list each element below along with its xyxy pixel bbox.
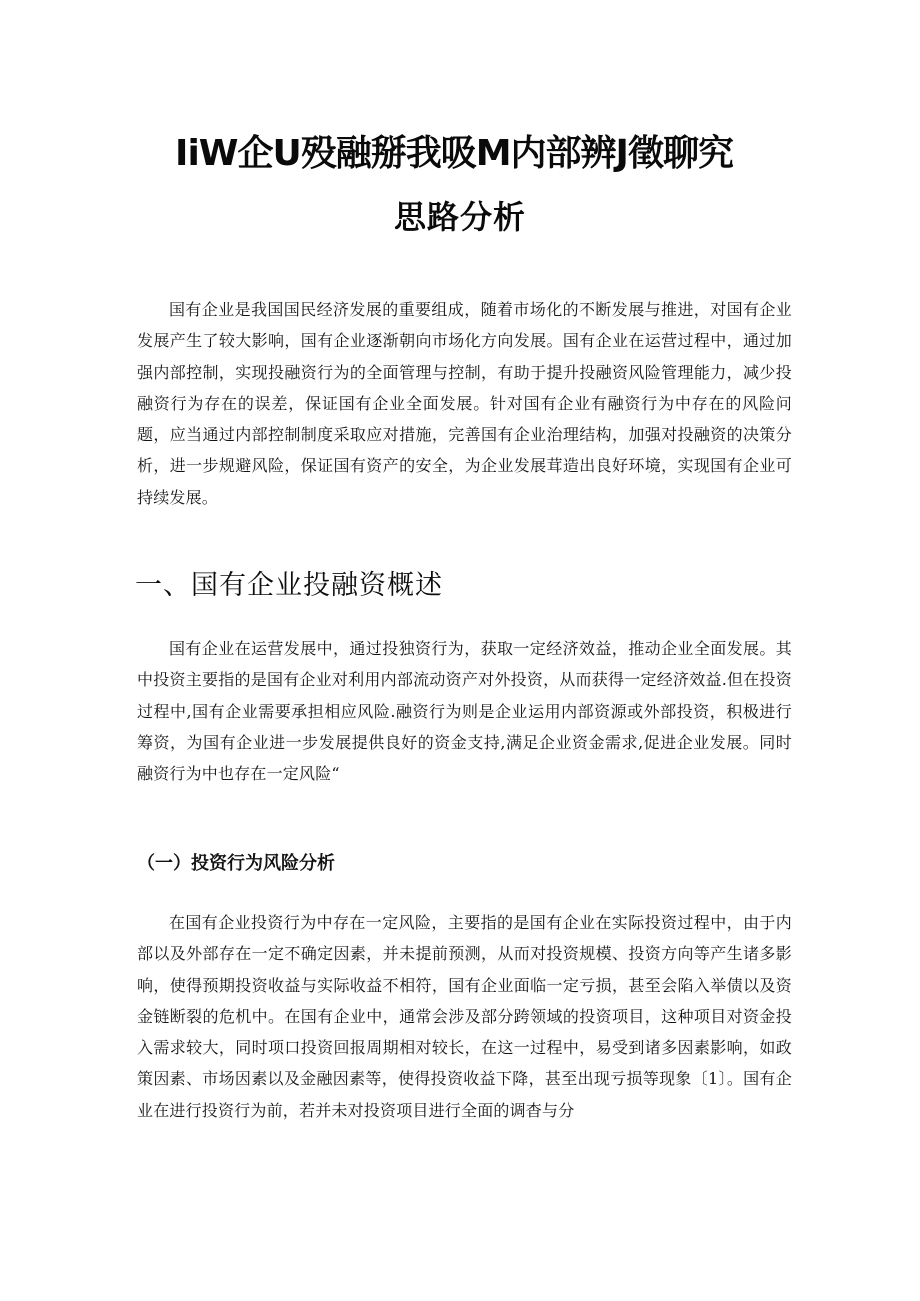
subsection-paragraph: 在国有企业投资行为中存在一定风险，主要指的是国有企业在实际投资过程中，由于内部以及外部存在一定不确定因素，并未提前预测，从而对投资规模、投资方向等产生诸多影响，使得预期投资收益与实际收益不相符，国有企业面临一定亏损，甚至会陷入举债以及资金链断裂的危机中。在国有企业中，通常会涉及部分跨领域的投资项目，这种项目对资金投入需求较大，同时项口投资回报周期相对较长，在这一过程中，易受到诸多因素影响，如政策因素、市场因素以及金融因素等，使得投资收益下降，甚至出现亏损等现象〔1〕。国有企业在进行投资行为前，若并未对投资项目进行全面的调杳与分 (137, 913, 792, 1120)
section-paragraph: 国有企业在运营发展中，通过投独资行为，获取一定经济效益，推动企业全面发展。其中投资主要指的是国有企业对利用内部流动资产对外投资，从而获得一定经济效益.但在投资过程中,国有企业需要承担相应风险.融资行为则是企业运用内部资源或外部投资，积极进行筹资，为国有企业进一步发展提供良好的资金支持,满足企业资金需求,促进企业发展。同时融资行为中也存在一定风险“ (137, 639, 792, 784)
subsection-heading: （一）投资行为风险分析 (137, 853, 335, 874)
document-title-line-2: 思路分析 (393, 198, 526, 236)
intro-paragraph: 国有企业是我国国民经济发展的重要组成，随着市场化的不断发展与推进，对国有企业发展产生了较大影响，国有企业逐渐朝向市场化方向发展。国有企业在运营过程中，通过加强内部控制，实现投融资行为的全面管理与控制，有助于提升投融资风险管理能力，减少投融资行为存在的误差，保证国有企业全面发展。针对国有企业有融资行为中存在的风险问题，应当通过内部控制制度采取应对措施，完善国有企业治理结构，加强对投融资的决策分析，进一步规避风险，保证国有资产的安全，为企业发展茸造出良好环境，实现国有企业可持续发展。 (137, 300, 792, 507)
document-title-line-1: IiW企U殁融掰我吸M内部辨J徵聊究 (175, 133, 733, 174)
section-heading: 一、国有企业投融资概述 (135, 570, 443, 601)
